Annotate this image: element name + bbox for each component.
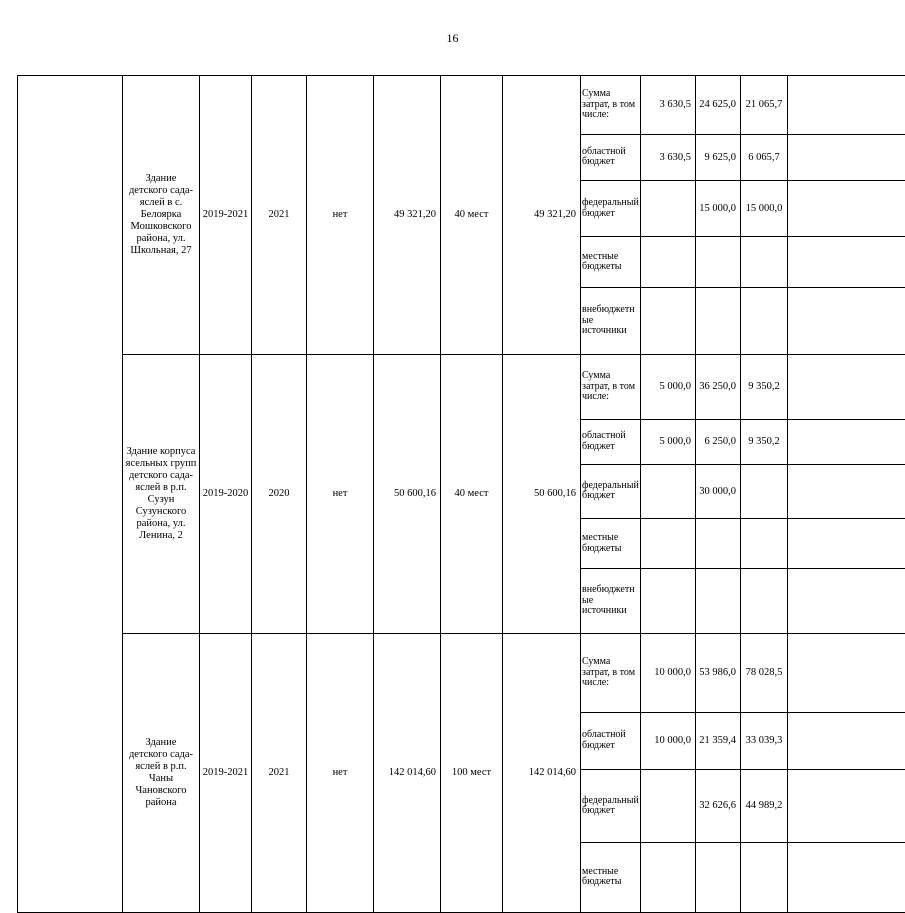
amount-2020: 32 626,6 [696, 770, 741, 842]
amount-2021 [741, 569, 788, 634]
amount-2019: 3 630,5 [641, 134, 696, 180]
estimated-cost: 142 014,60 [374, 634, 441, 913]
amount-2020: 6 250,0 [696, 419, 741, 464]
amount-2019 [641, 842, 696, 912]
amount-2021: 33 039,3 [741, 712, 788, 770]
funding-source: местные бюджеты [581, 237, 641, 288]
table-row [18, 634, 905, 713]
amount-2020: 9 625,0 [696, 134, 741, 180]
amount-2020: 36 250,0 [696, 355, 741, 420]
empty-cell [788, 180, 905, 236]
blank-column [18, 76, 123, 913]
empty-cell [788, 464, 905, 519]
design-estimate-flag: нет [307, 634, 374, 913]
amount-2019: 10 000,0 [641, 712, 696, 770]
object-name: Здание корпуса ясельных групп детского сада-яслей в р.п. Сузун Сузунского района, ул. Ленина, 2 [123, 355, 200, 634]
amount-2020 [696, 288, 741, 355]
amount-2021: 21 065,7 [741, 76, 788, 135]
amount-2019: 10 000,0 [641, 634, 696, 713]
amount-2021: 78 028,5 [741, 634, 788, 713]
amount-2021 [741, 288, 788, 355]
funding-source: местные бюджеты [581, 519, 641, 569]
amount-2019 [641, 288, 696, 355]
completion-year: 2020 [252, 355, 307, 634]
amount-2020 [696, 842, 741, 912]
construction-period: 2019-2021 [200, 76, 252, 355]
amount-2019 [641, 770, 696, 842]
total-cost: 49 321,20 [503, 76, 581, 355]
amount-2021: 6 065,7 [741, 134, 788, 180]
object-name: Здание детского сада-яслей в с. Белоярка Мошковского района, ул. Школьная, 27 [123, 76, 200, 355]
completion-year: 2021 [252, 76, 307, 355]
empty-cell [788, 76, 905, 135]
empty-cell [788, 355, 905, 420]
empty-cell [788, 569, 905, 634]
empty-cell [788, 288, 905, 355]
table-row [18, 76, 905, 135]
design-estimate-flag: нет [307, 355, 374, 634]
amount-2020 [696, 237, 741, 288]
empty-cell [788, 134, 905, 180]
amount-2021 [741, 519, 788, 569]
amount-2019: 5 000,0 [641, 355, 696, 420]
amount-2019 [641, 519, 696, 569]
amount-2020: 24 625,0 [696, 76, 741, 135]
amount-2020: 53 986,0 [696, 634, 741, 713]
amount-2019: 3 630,5 [641, 76, 696, 135]
total-cost: 50 600,16 [503, 355, 581, 634]
estimated-cost: 49 321,20 [374, 76, 441, 355]
amount-2019 [641, 180, 696, 236]
amount-2020 [696, 569, 741, 634]
empty-cell [788, 712, 905, 770]
funding-source: областной бюджет [581, 419, 641, 464]
empty-cell [788, 634, 905, 713]
capacity: 40 мест [441, 355, 503, 634]
funding-source: Сумма затрат, в том числе: [581, 355, 641, 420]
empty-cell [788, 519, 905, 569]
amount-2019 [641, 464, 696, 519]
amount-2020: 21 359,4 [696, 712, 741, 770]
amount-2019 [641, 569, 696, 634]
amount-2021: 9 350,2 [741, 419, 788, 464]
funding-source: областной бюджет [581, 134, 641, 180]
object-name: Здание детского сада-яслей в р.п. Чаны Чановского района [123, 634, 200, 913]
amount-2021 [741, 842, 788, 912]
program-table [17, 75, 905, 913]
amount-2021 [741, 464, 788, 519]
empty-cell [788, 419, 905, 464]
funding-source: федеральный бюджет [581, 180, 641, 236]
amount-2020: 30 000,0 [696, 464, 741, 519]
amount-2019 [641, 237, 696, 288]
estimated-cost: 50 600,16 [374, 355, 441, 634]
funding-source: внебюджетные источники [581, 288, 641, 355]
funding-source: областной бюджет [581, 712, 641, 770]
amount-2021: 9 350,2 [741, 355, 788, 420]
funding-source: внебюджетные источники [581, 569, 641, 634]
empty-cell [788, 237, 905, 288]
funding-source: местные бюджеты [581, 842, 641, 912]
amount-2021 [741, 237, 788, 288]
funding-source: Сумма затрат, в том числе: [581, 76, 641, 135]
empty-cell [788, 842, 905, 912]
amount-2019: 5 000,0 [641, 419, 696, 464]
capacity: 100 мест [441, 634, 503, 913]
design-estimate-flag: нет [307, 76, 374, 355]
completion-year: 2021 [252, 634, 307, 913]
funding-source: Сумма затрат, в том числе: [581, 634, 641, 713]
amount-2020: 15 000,0 [696, 180, 741, 236]
page-number: 16 [0, 31, 905, 46]
total-cost: 142 014,60 [503, 634, 581, 913]
amount-2021: 44 989,2 [741, 770, 788, 842]
funding-source: федеральный бюджет [581, 770, 641, 842]
capacity: 40 мест [441, 76, 503, 355]
table-row [18, 355, 905, 420]
funding-source: федеральный бюджет [581, 464, 641, 519]
amount-2020 [696, 519, 741, 569]
empty-cell [788, 770, 905, 842]
construction-period: 2019-2021 [200, 634, 252, 913]
amount-2021: 15 000,0 [741, 180, 788, 236]
construction-period: 2019-2020 [200, 355, 252, 634]
